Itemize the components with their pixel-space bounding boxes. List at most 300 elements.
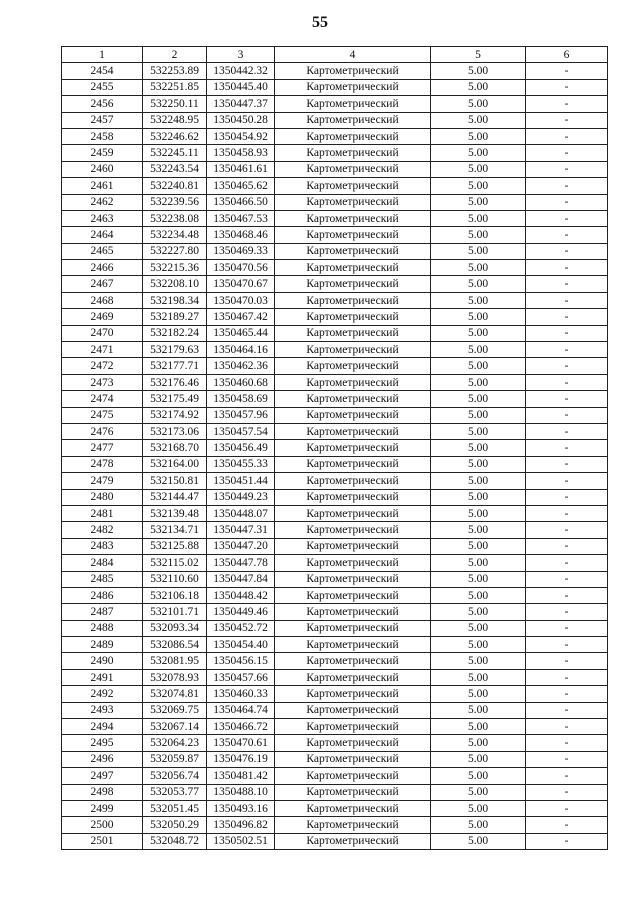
table-row	[62, 128, 608, 144]
accuracy-cell: 5.00	[431, 440, 526, 456]
accuracy-cell: 5.00	[431, 79, 526, 95]
point-number-cell: 2456	[62, 96, 143, 112]
method-cell: Картометрический	[275, 79, 431, 95]
table-row	[62, 653, 608, 669]
method-cell: Картометрический	[275, 751, 431, 767]
table-row	[62, 227, 608, 243]
description-cell: -	[526, 702, 608, 718]
table-row	[62, 309, 608, 325]
method-cell: Картометрический	[275, 555, 431, 571]
point-number-cell: 2486	[62, 587, 143, 603]
point-number-cell: 2460	[62, 161, 143, 177]
table-row	[62, 751, 608, 767]
coordinate-y-cell: 1350445.40	[207, 79, 275, 95]
accuracy-cell: 5.00	[431, 194, 526, 210]
coordinate-x-cell: 532239.56	[143, 194, 207, 210]
column-header: 3	[207, 47, 275, 63]
method-cell: Картометрический	[275, 686, 431, 702]
coordinate-x-cell: 532215.36	[143, 260, 207, 276]
accuracy-cell: 5.00	[431, 719, 526, 735]
description-cell: -	[526, 358, 608, 374]
coordinate-x-cell: 532125.88	[143, 538, 207, 554]
method-cell: Картометрический	[275, 391, 431, 407]
coordinate-y-cell: 1350468.46	[207, 227, 275, 243]
accuracy-cell: 5.00	[431, 358, 526, 374]
description-cell: -	[526, 735, 608, 751]
method-cell: Картометрический	[275, 178, 431, 194]
description-cell: -	[526, 309, 608, 325]
table-row	[62, 423, 608, 439]
method-cell: Картометрический	[275, 587, 431, 603]
coordinate-x-cell: 532227.80	[143, 243, 207, 259]
description-cell: -	[526, 768, 608, 784]
accuracy-cell: 5.00	[431, 456, 526, 472]
coordinate-x-cell: 532150.81	[143, 473, 207, 489]
accuracy-cell: 5.00	[431, 178, 526, 194]
point-number-cell: 2499	[62, 800, 143, 816]
accuracy-cell: 5.00	[431, 669, 526, 685]
table-row	[62, 161, 608, 177]
point-number-cell: 2459	[62, 145, 143, 161]
point-number-cell: 2466	[62, 260, 143, 276]
coordinate-y-cell: 1350457.96	[207, 407, 275, 423]
table-row	[62, 391, 608, 407]
description-cell: -	[526, 686, 608, 702]
coordinate-x-cell: 532179.63	[143, 342, 207, 358]
coordinate-x-cell: 532064.23	[143, 735, 207, 751]
accuracy-cell: 5.00	[431, 637, 526, 653]
column-header: 5	[431, 47, 526, 63]
description-cell: -	[526, 63, 608, 79]
method-cell: Картометрический	[275, 128, 431, 144]
table-row	[62, 522, 608, 538]
method-cell: Картометрический	[275, 784, 431, 800]
description-cell: -	[526, 800, 608, 816]
table-row	[62, 604, 608, 620]
accuracy-cell: 5.00	[431, 800, 526, 816]
accuracy-cell: 5.00	[431, 210, 526, 226]
point-number-cell: 2497	[62, 768, 143, 784]
description-cell: -	[526, 522, 608, 538]
table-row	[62, 358, 608, 374]
method-cell: Картометрический	[275, 768, 431, 784]
coordinate-x-cell: 532248.95	[143, 112, 207, 128]
coordinate-x-cell: 532175.49	[143, 391, 207, 407]
table-row	[62, 260, 608, 276]
description-cell: -	[526, 112, 608, 128]
coordinate-y-cell: 1350447.84	[207, 571, 275, 587]
method-cell: Картометрический	[275, 735, 431, 751]
table-row	[62, 473, 608, 489]
table-body	[62, 63, 608, 850]
coordinate-y-cell: 1350493.16	[207, 800, 275, 816]
coordinate-x-cell: 532238.08	[143, 210, 207, 226]
description-cell: -	[526, 473, 608, 489]
coordinate-y-cell: 1350470.67	[207, 276, 275, 292]
coordinate-y-cell: 1350442.32	[207, 63, 275, 79]
accuracy-cell: 5.00	[431, 735, 526, 751]
method-cell: Картометрический	[275, 456, 431, 472]
page-number: 55	[312, 14, 328, 31]
accuracy-cell: 5.00	[431, 538, 526, 554]
coordinate-x-cell: 532245.11	[143, 145, 207, 161]
table-row	[62, 768, 608, 784]
table-row	[62, 538, 608, 554]
coordinate-x-cell: 532053.77	[143, 784, 207, 800]
table-row	[62, 63, 608, 79]
point-number-cell: 2463	[62, 210, 143, 226]
point-number-cell: 2478	[62, 456, 143, 472]
coordinate-y-cell: 1350455.33	[207, 456, 275, 472]
accuracy-cell: 5.00	[431, 342, 526, 358]
accuracy-cell: 5.00	[431, 161, 526, 177]
accuracy-cell: 5.00	[431, 473, 526, 489]
point-number-cell: 2495	[62, 735, 143, 751]
point-number-cell: 2485	[62, 571, 143, 587]
method-cell: Картометрический	[275, 620, 431, 636]
point-number-cell: 2480	[62, 489, 143, 505]
method-cell: Картометрический	[275, 161, 431, 177]
table-row	[62, 817, 608, 833]
coordinate-y-cell: 1350449.23	[207, 489, 275, 505]
coordinate-x-cell: 532198.34	[143, 292, 207, 308]
coordinate-y-cell: 1350496.82	[207, 817, 275, 833]
coordinate-x-cell: 532177.71	[143, 358, 207, 374]
description-cell: -	[526, 555, 608, 571]
coordinate-y-cell: 1350466.72	[207, 719, 275, 735]
coordinate-x-cell: 532134.71	[143, 522, 207, 538]
table-row	[62, 325, 608, 341]
method-cell: Картометрический	[275, 817, 431, 833]
coordinate-x-cell: 532086.54	[143, 637, 207, 653]
column-header: 4	[275, 47, 431, 63]
accuracy-cell: 5.00	[431, 604, 526, 620]
coordinate-x-cell: 532164.00	[143, 456, 207, 472]
point-number-cell: 2462	[62, 194, 143, 210]
point-number-cell: 2484	[62, 555, 143, 571]
table-row	[62, 194, 608, 210]
coordinate-x-cell: 532081.95	[143, 653, 207, 669]
description-cell: -	[526, 719, 608, 735]
description-cell: -	[526, 391, 608, 407]
coordinate-x-cell: 532093.34	[143, 620, 207, 636]
description-cell: -	[526, 374, 608, 390]
method-cell: Картометрический	[275, 342, 431, 358]
method-cell: Картометрический	[275, 292, 431, 308]
table-row	[62, 784, 608, 800]
header-row	[62, 47, 608, 63]
point-number-cell: 2494	[62, 719, 143, 735]
table-row	[62, 489, 608, 505]
coordinate-y-cell: 1350481.42	[207, 768, 275, 784]
coordinate-y-cell: 1350467.42	[207, 309, 275, 325]
description-cell: -	[526, 587, 608, 603]
coordinate-y-cell: 1350457.66	[207, 669, 275, 685]
method-cell: Картометрический	[275, 637, 431, 653]
table-row	[62, 407, 608, 423]
coordinate-x-cell: 532182.24	[143, 325, 207, 341]
coordinate-x-cell: 532056.74	[143, 768, 207, 784]
coordinate-x-cell: 532246.62	[143, 128, 207, 144]
coordinate-x-cell: 532168.70	[143, 440, 207, 456]
table-row	[62, 833, 608, 849]
coordinate-y-cell: 1350456.15	[207, 653, 275, 669]
column-header: 6	[526, 47, 608, 63]
coordinate-x-cell: 532243.54	[143, 161, 207, 177]
coordinate-x-cell: 532074.81	[143, 686, 207, 702]
coordinate-y-cell: 1350456.49	[207, 440, 275, 456]
description-cell: -	[526, 538, 608, 554]
description-cell: -	[526, 161, 608, 177]
point-number-cell: 2464	[62, 227, 143, 243]
point-number-cell: 2454	[62, 63, 143, 79]
accuracy-cell: 5.00	[431, 145, 526, 161]
description-cell: -	[526, 456, 608, 472]
description-cell: -	[526, 751, 608, 767]
description-cell: -	[526, 817, 608, 833]
description-cell: -	[526, 604, 608, 620]
method-cell: Картометрический	[275, 522, 431, 538]
coordinate-x-cell: 532050.29	[143, 817, 207, 833]
description-cell: -	[526, 423, 608, 439]
point-number-cell: 2498	[62, 784, 143, 800]
point-number-cell: 2465	[62, 243, 143, 259]
description-cell: -	[526, 505, 608, 521]
coordinate-x-cell: 532101.71	[143, 604, 207, 620]
coordinate-x-cell: 532208.10	[143, 276, 207, 292]
method-cell: Картометрический	[275, 719, 431, 735]
table-row	[62, 800, 608, 816]
description-cell: -	[526, 833, 608, 849]
coordinate-y-cell: 1350460.68	[207, 374, 275, 390]
point-number-cell: 2477	[62, 440, 143, 456]
accuracy-cell: 5.00	[431, 817, 526, 833]
coordinate-y-cell: 1350464.74	[207, 702, 275, 718]
description-cell: -	[526, 128, 608, 144]
coordinate-y-cell: 1350462.36	[207, 358, 275, 374]
method-cell: Картометрический	[275, 112, 431, 128]
coordinate-x-cell: 532078.93	[143, 669, 207, 685]
description-cell: -	[526, 342, 608, 358]
accuracy-cell: 5.00	[431, 325, 526, 341]
accuracy-cell: 5.00	[431, 653, 526, 669]
description-cell: -	[526, 79, 608, 95]
coordinate-y-cell: 1350447.20	[207, 538, 275, 554]
table-row	[62, 702, 608, 718]
point-number-cell: 2491	[62, 669, 143, 685]
coordinate-x-cell: 532240.81	[143, 178, 207, 194]
method-cell: Картометрический	[275, 260, 431, 276]
table-row	[62, 292, 608, 308]
accuracy-cell: 5.00	[431, 571, 526, 587]
description-cell: -	[526, 637, 608, 653]
accuracy-cell: 5.00	[431, 112, 526, 128]
method-cell: Картометрический	[275, 800, 431, 816]
coordinate-x-cell: 532106.18	[143, 587, 207, 603]
description-cell: -	[526, 276, 608, 292]
description-cell: -	[526, 325, 608, 341]
method-cell: Картометрический	[275, 243, 431, 259]
column-header: 1	[62, 47, 143, 63]
table-row	[62, 620, 608, 636]
coordinate-y-cell: 1350447.37	[207, 96, 275, 112]
point-number-cell: 2481	[62, 505, 143, 521]
accuracy-cell: 5.00	[431, 505, 526, 521]
coordinate-x-cell: 532144.47	[143, 489, 207, 505]
description-cell: -	[526, 194, 608, 210]
method-cell: Картометрический	[275, 96, 431, 112]
method-cell: Картометрический	[275, 374, 431, 390]
accuracy-cell: 5.00	[431, 686, 526, 702]
accuracy-cell: 5.00	[431, 784, 526, 800]
description-cell: -	[526, 243, 608, 259]
coordinate-y-cell: 1350458.93	[207, 145, 275, 161]
method-cell: Картометрический	[275, 325, 431, 341]
table-row	[62, 178, 608, 194]
accuracy-cell: 5.00	[431, 63, 526, 79]
description-cell: -	[526, 669, 608, 685]
coordinate-x-cell: 532110.60	[143, 571, 207, 587]
point-number-cell: 2489	[62, 637, 143, 653]
coordinate-x-cell: 532253.89	[143, 63, 207, 79]
method-cell: Картометрический	[275, 210, 431, 226]
point-number-cell: 2474	[62, 391, 143, 407]
coordinate-x-cell: 532176.46	[143, 374, 207, 390]
accuracy-cell: 5.00	[431, 423, 526, 439]
table-row	[62, 96, 608, 112]
accuracy-cell: 5.00	[431, 96, 526, 112]
point-number-cell: 2487	[62, 604, 143, 620]
coordinate-y-cell: 1350466.50	[207, 194, 275, 210]
accuracy-cell: 5.00	[431, 768, 526, 784]
coordinate-y-cell: 1350449.46	[207, 604, 275, 620]
coordinate-y-cell: 1350465.62	[207, 178, 275, 194]
coordinate-x-cell: 532174.92	[143, 407, 207, 423]
table-row	[62, 686, 608, 702]
coordinate-x-cell: 532189.27	[143, 309, 207, 325]
point-number-cell: 2458	[62, 128, 143, 144]
point-number-cell: 2476	[62, 423, 143, 439]
description-cell: -	[526, 620, 608, 636]
table-row	[62, 145, 608, 161]
coordinate-y-cell: 1350470.56	[207, 260, 275, 276]
description-cell: -	[526, 407, 608, 423]
point-number-cell: 2500	[62, 817, 143, 833]
accuracy-cell: 5.00	[431, 522, 526, 538]
accuracy-cell: 5.00	[431, 292, 526, 308]
table-row	[62, 555, 608, 571]
table-row	[62, 719, 608, 735]
point-number-cell: 2479	[62, 473, 143, 489]
coordinate-y-cell: 1350460.33	[207, 686, 275, 702]
accuracy-cell: 5.00	[431, 309, 526, 325]
method-cell: Картометрический	[275, 505, 431, 521]
point-number-cell: 2455	[62, 79, 143, 95]
coordinate-x-cell: 532115.02	[143, 555, 207, 571]
accuracy-cell: 5.00	[431, 407, 526, 423]
coordinate-x-cell: 532051.45	[143, 800, 207, 816]
coordinates-table	[61, 46, 608, 850]
point-number-cell: 2457	[62, 112, 143, 128]
coordinate-y-cell: 1350467.53	[207, 210, 275, 226]
method-cell: Картометрический	[275, 63, 431, 79]
accuracy-cell: 5.00	[431, 751, 526, 767]
point-number-cell: 2501	[62, 833, 143, 849]
method-cell: Картометрический	[275, 604, 431, 620]
method-cell: Картометрический	[275, 669, 431, 685]
table-row	[62, 342, 608, 358]
coordinate-y-cell: 1350488.10	[207, 784, 275, 800]
accuracy-cell: 5.00	[431, 276, 526, 292]
coordinate-y-cell: 1350448.42	[207, 587, 275, 603]
coordinate-y-cell: 1350469.33	[207, 243, 275, 259]
coordinate-y-cell: 1350447.31	[207, 522, 275, 538]
method-cell: Картометрический	[275, 309, 431, 325]
description-cell: -	[526, 440, 608, 456]
coordinate-y-cell: 1350451.44	[207, 473, 275, 489]
coordinate-y-cell: 1350465.44	[207, 325, 275, 341]
point-number-cell: 2492	[62, 686, 143, 702]
coordinate-x-cell: 532059.87	[143, 751, 207, 767]
description-cell: -	[526, 571, 608, 587]
description-cell: -	[526, 292, 608, 308]
description-cell: -	[526, 210, 608, 226]
accuracy-cell: 5.00	[431, 227, 526, 243]
method-cell: Картометрический	[275, 423, 431, 439]
coordinate-y-cell: 1350452.72	[207, 620, 275, 636]
point-number-cell: 2493	[62, 702, 143, 718]
coordinate-y-cell: 1350454.92	[207, 128, 275, 144]
coordinate-y-cell: 1350470.03	[207, 292, 275, 308]
table-row	[62, 735, 608, 751]
accuracy-cell: 5.00	[431, 374, 526, 390]
table-row	[62, 440, 608, 456]
method-cell: Картометрический	[275, 833, 431, 849]
accuracy-cell: 5.00	[431, 620, 526, 636]
point-number-cell: 2496	[62, 751, 143, 767]
table-row	[62, 276, 608, 292]
point-number-cell: 2468	[62, 292, 143, 308]
point-number-cell: 2467	[62, 276, 143, 292]
description-cell: -	[526, 96, 608, 112]
point-number-cell: 2488	[62, 620, 143, 636]
point-number-cell: 2472	[62, 358, 143, 374]
accuracy-cell: 5.00	[431, 260, 526, 276]
coordinate-y-cell: 1350447.78	[207, 555, 275, 571]
coordinate-y-cell: 1350461.61	[207, 161, 275, 177]
accuracy-cell: 5.00	[431, 489, 526, 505]
table-row	[62, 374, 608, 390]
accuracy-cell: 5.00	[431, 587, 526, 603]
coordinate-x-cell: 532234.48	[143, 227, 207, 243]
coordinate-x-cell: 532139.48	[143, 505, 207, 521]
coordinate-x-cell: 532067.14	[143, 719, 207, 735]
coordinate-y-cell: 1350476.19	[207, 751, 275, 767]
accuracy-cell: 5.00	[431, 391, 526, 407]
table-row	[62, 210, 608, 226]
accuracy-cell: 5.00	[431, 128, 526, 144]
coordinate-x-cell: 532173.06	[143, 423, 207, 439]
table-row	[62, 79, 608, 95]
table-row	[62, 571, 608, 587]
column-header: 2	[143, 47, 207, 63]
point-number-cell: 2471	[62, 342, 143, 358]
point-number-cell: 2469	[62, 309, 143, 325]
method-cell: Картометрический	[275, 571, 431, 587]
table-row	[62, 587, 608, 603]
description-cell: -	[526, 784, 608, 800]
coordinate-y-cell: 1350458.69	[207, 391, 275, 407]
